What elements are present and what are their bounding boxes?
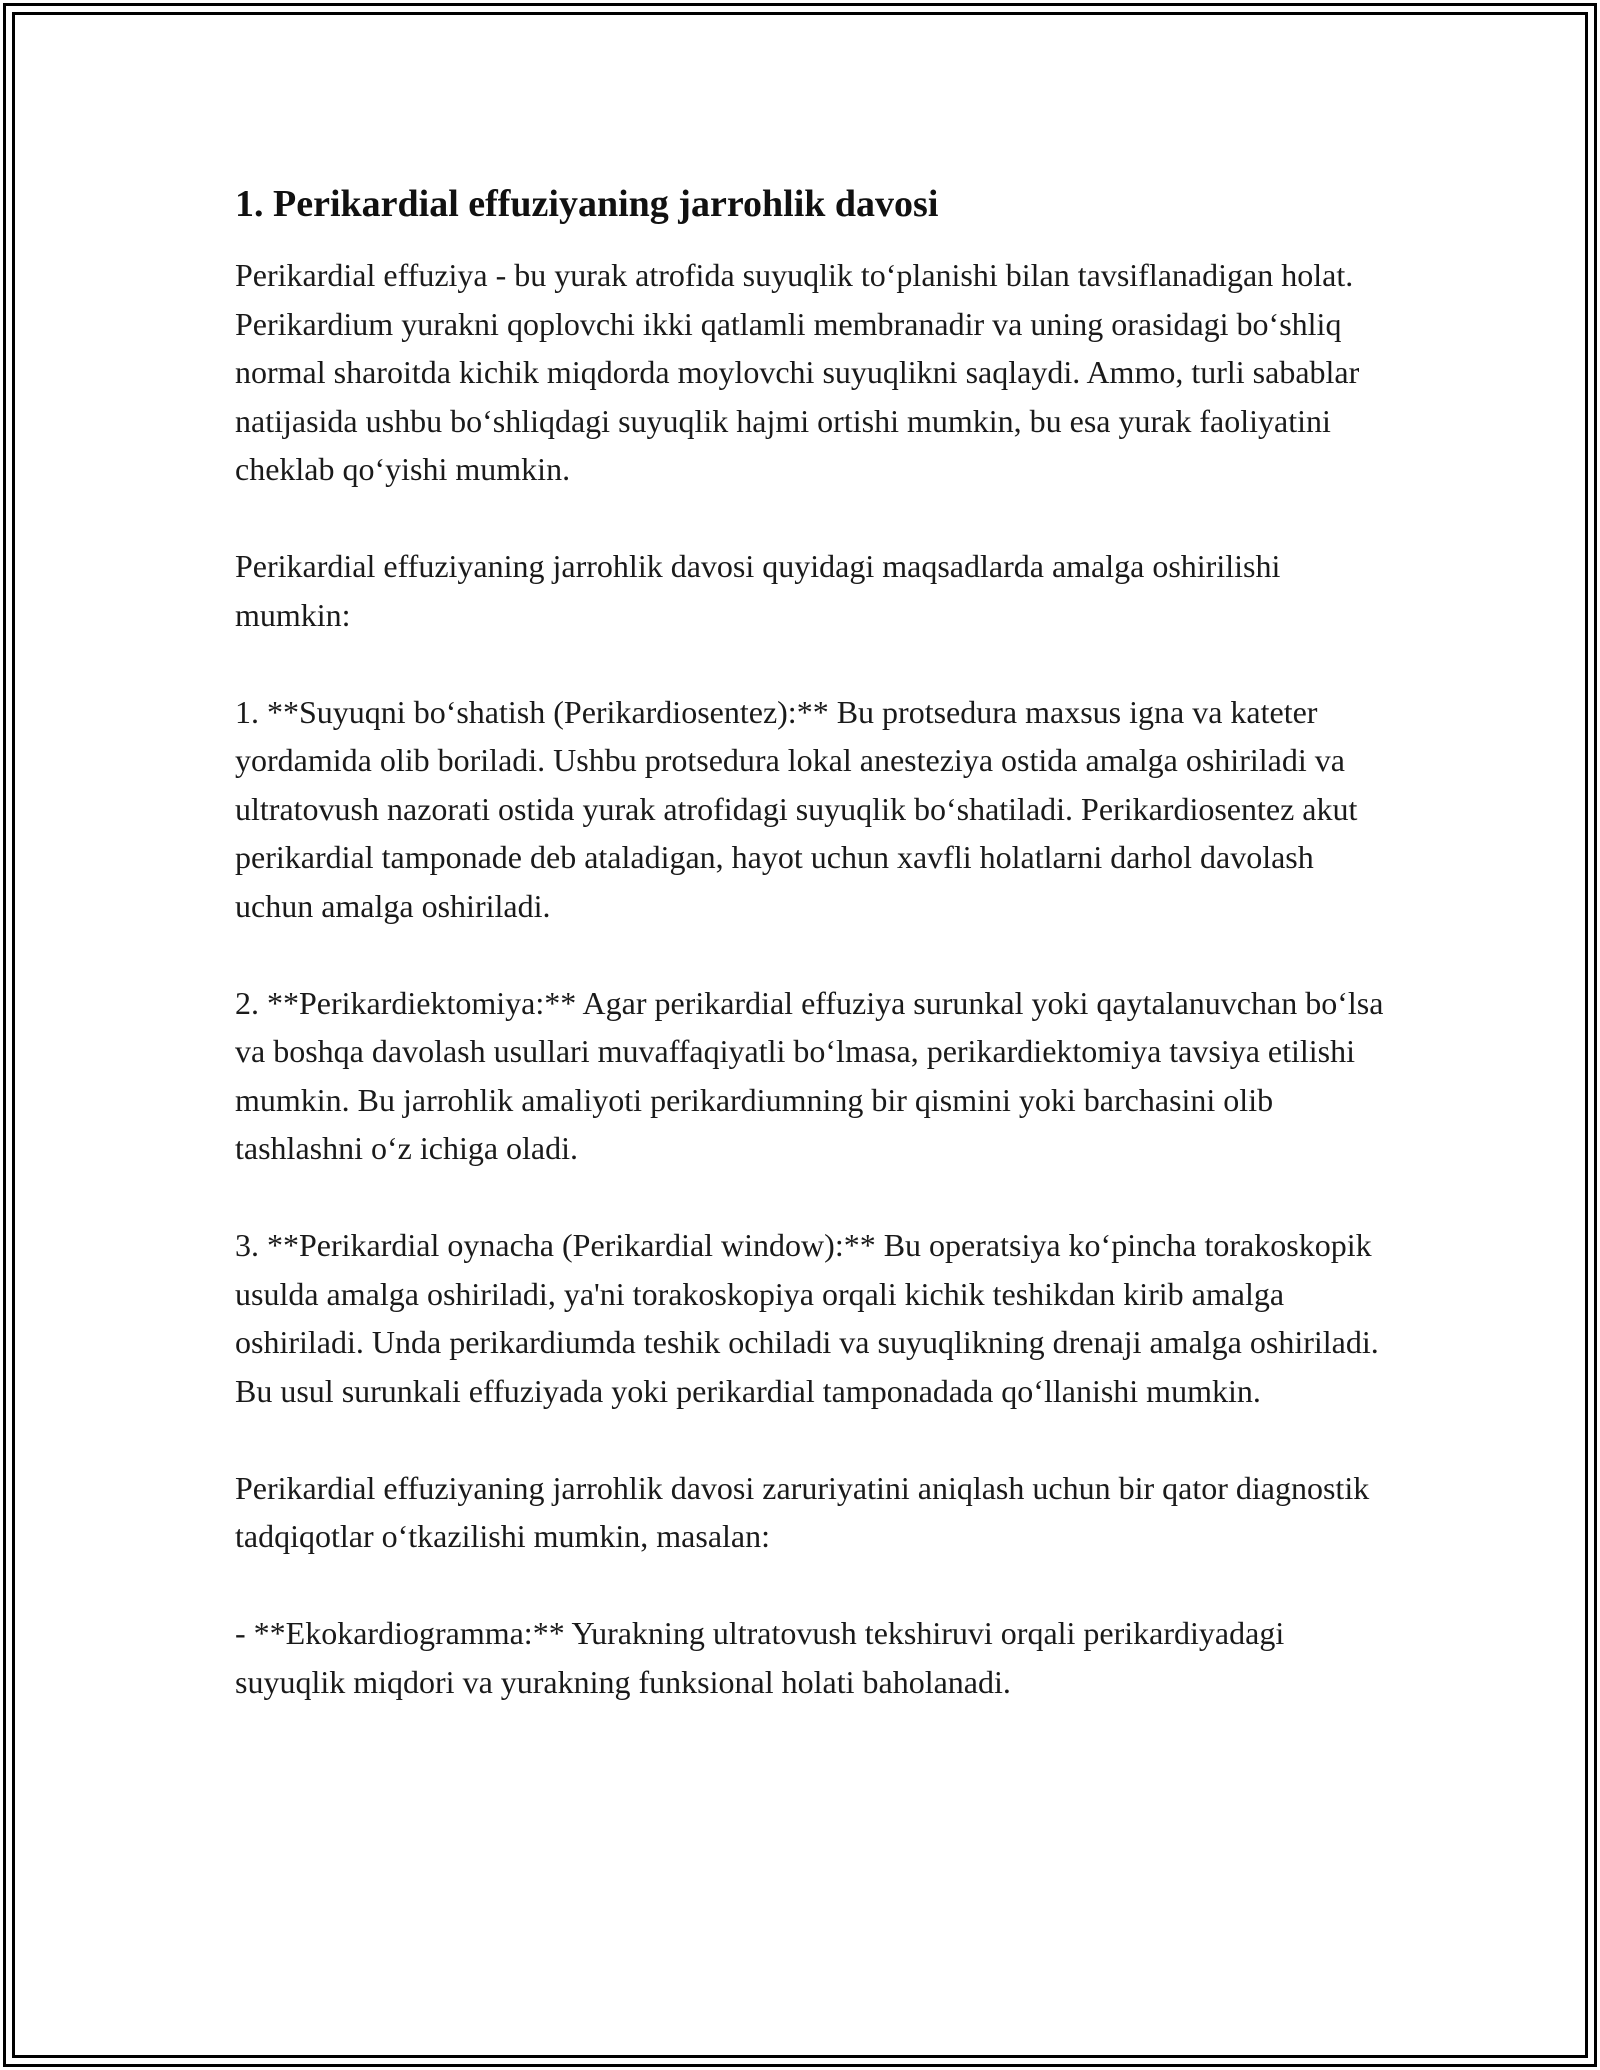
paragraph-diagnostics-lead: Perikardial effuziyaning jarrohlik davosi zaruriyatini aniqlash uchun bir qator diagnostik tadqiqotlar o‘tkazilishi mumkin, masalan: (235, 1469, 1370, 1555)
list-item-ekokardiogramma: - **Ekokardiogramma:** Yurakning ultratovush tekshiruvi orqali perikardiyadagi suyuqlik miqdori va yurakning funksional holati baholanadi. (235, 1615, 1285, 1700)
paragraph-intro: Perikardial effuziya - bu yurak atrofida suyuqlik to‘planishi bilan tavsiflanadigan holat. Perikardium yurakni qoplovchi ikki qatlamli membranadir va uning orasidagi bo‘shliq normal sharoitda kichik miqdorda moylovchi suyuqlikni saqlaydi. Ammo, turli sabablar natijasida ushbu bo‘shliqdagi suyuqlik hajmi ortishi mumkin, bu esa yurak faoliyatini cheklab qo‘yishi mumkin. (235, 257, 1360, 488)
document-body (235, 180, 1385, 1706)
list-item-perikardiosentez: 1. **Suyuqni bo‘shatish (Perikardiosentez):** Bu protsedura maxsus igna va kateter yordamida olib boriladi. Ushbu protsedura lokal anesteziya ostida amalga oshiriladi va ultratovush nazorati ostida yurak atrofidagi suyuqlik bo‘shatiladi. Perikardiosentez akut perikardial tamponade deb ataladigan, hayot uchun xavfli holatlarni darhol davolash uchun amalga oshiriladi. (235, 693, 1358, 924)
document-heading: 1. Perikardial effuziyaning jarrohlik davosi (235, 183, 939, 225)
list-item-perikardiektomiya: 2. **Perikardiektomiya:** Agar perikardial effuziya surunkal yoki qaytalanuvchan bo‘lsa va boshqa davolash usullari muvaffaqiyatli bo‘lmasa, perikardiektomiya tavsiya etilishi mumkin. Bu jarrohlik amaliyoti perikardiumning bir qismini yoki barchasini olib tashlashni o‘z ichiga oladi. (235, 984, 1384, 1167)
list-item-perikardial-window: 3. **Perikardial oynacha (Perikardial window):** Bu operatsiya ko‘pincha torakoskopik usulda amalga oshiriladi, ya'ni torakoskopiya orqali kichik teshikdan kirib amalga oshiriladi. Unda perikardiumda teshik ochiladi va suyuqlikning drenaji amalga oshiriladi. Bu usul surunkali effuziyada yoki perikardial tamponadada qo‘llanishi mumkin. (235, 1227, 1379, 1409)
paragraph-purposes-lead: Perikardial effuziyaning jarrohlik davosi quyidagi maqsadlarda amalga oshirilishi mumkin: (235, 548, 1281, 633)
